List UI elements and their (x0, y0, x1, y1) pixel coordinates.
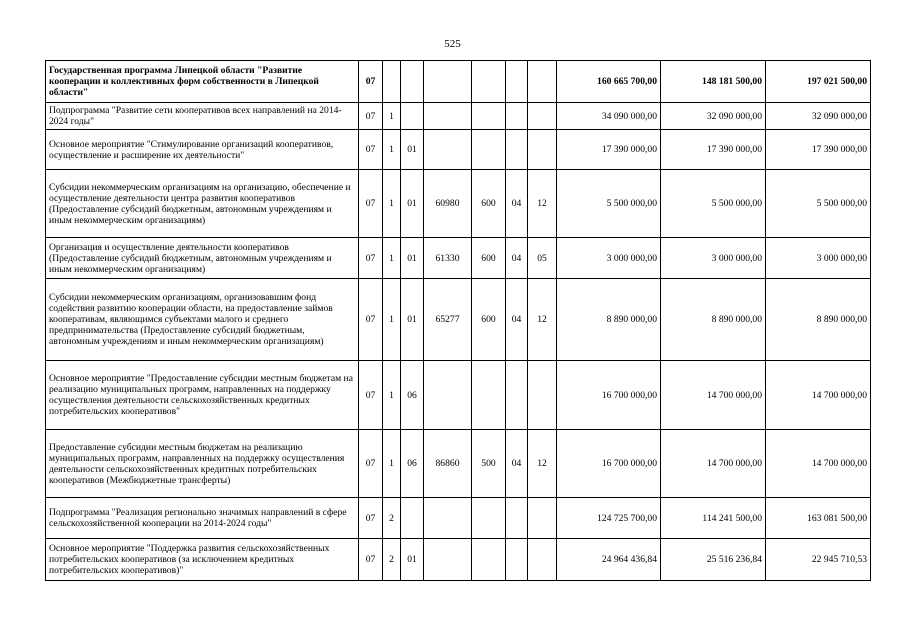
table-row (46, 170, 871, 238)
code-cell (506, 103, 528, 130)
amount-cell: 16 700 000,00 (557, 430, 661, 498)
amount-cell: 114 241 500,00 (661, 498, 766, 539)
code-cell: 07 (359, 238, 383, 279)
code-cell (472, 361, 506, 430)
code-cell: 600 (472, 238, 506, 279)
code-cell (528, 361, 557, 430)
amount-cell: 5 500 000,00 (661, 170, 766, 238)
amount-cell: 3 000 000,00 (766, 238, 871, 279)
amount-cell: 14 700 000,00 (766, 361, 871, 430)
item-name: Субсидии некоммерческим организациям, организовавшим фонд содействия развитию кооперации области, на предоставление займов кооперативам, являющимся субъектами малого и среднего предпринимательства (Предоставление субсидий бюджетным, автономным учреждениям и иным некоммерческим организациям) (46, 279, 359, 361)
code-cell: 06 (401, 361, 424, 430)
amount-cell: 14 700 000,00 (661, 361, 766, 430)
table-row (46, 498, 871, 539)
item-name: Предоставление субсидии местным бюджетам на реализацию муниципальных программ, направленных на поддержку осуществления деятельности сельскохозяйственных кредитных потребительских кооперативов (Межбюджетные трансферты) (46, 430, 359, 498)
amount-cell: 34 090 000,00 (557, 103, 661, 130)
code-cell (472, 103, 506, 130)
code-cell: 65277 (424, 279, 472, 361)
code-cell (401, 61, 424, 103)
table-row (46, 361, 871, 430)
code-cell: 07 (359, 498, 383, 539)
code-cell: 600 (472, 279, 506, 361)
code-cell: 01 (401, 238, 424, 279)
table-row (46, 238, 871, 279)
code-cell: 05 (528, 238, 557, 279)
amount-cell: 148 181 500,00 (661, 61, 766, 103)
code-cell: 04 (506, 279, 528, 361)
code-cell (528, 539, 557, 581)
table-row (46, 130, 871, 170)
budget-table (45, 60, 871, 581)
code-cell: 07 (359, 130, 383, 170)
amount-cell: 160 665 700,00 (557, 61, 661, 103)
code-cell: 12 (528, 170, 557, 238)
amount-cell: 17 390 000,00 (661, 130, 766, 170)
code-cell: 86860 (424, 430, 472, 498)
item-name: Государственная программа Липецкой области "Развитие кооперации и коллективных форм собственности в Липецкой области" (46, 61, 359, 103)
amount-cell: 24 964 436,84 (557, 539, 661, 581)
code-cell: 07 (359, 430, 383, 498)
table-row (46, 279, 871, 361)
code-cell: 1 (383, 103, 401, 130)
item-name: Субсидии некоммерческим организациям на организацию, обеспечение и осуществление деятельности центра развития кооперативов (Предоставление субсидий бюджетным, автономным учреждениям и иным некоммерческим организациям) (46, 170, 359, 238)
code-cell (506, 61, 528, 103)
item-name: Подпрограмма "Реализация регионально значимых направлений в сфере сельскохозяйственной кооперации на 2014-2024 годы" (46, 498, 359, 539)
code-cell (506, 361, 528, 430)
code-cell (401, 103, 424, 130)
amount-cell: 14 700 000,00 (766, 430, 871, 498)
amount-cell: 124 725 700,00 (557, 498, 661, 539)
code-cell: 2 (383, 498, 401, 539)
code-cell (472, 539, 506, 581)
code-cell (528, 498, 557, 539)
code-cell: 07 (359, 61, 383, 103)
code-cell: 07 (359, 170, 383, 238)
code-cell: 01 (401, 130, 424, 170)
code-cell: 01 (401, 170, 424, 238)
code-cell: 600 (472, 170, 506, 238)
code-cell (424, 61, 472, 103)
code-cell: 07 (359, 361, 383, 430)
code-cell: 01 (401, 279, 424, 361)
amount-cell: 32 090 000,00 (661, 103, 766, 130)
item-name: Организация и осуществление деятельности кооперативов (Предоставление субсидий бюджетным, автономным учреждениям и иным некоммерческим организациям) (46, 238, 359, 279)
code-cell (528, 61, 557, 103)
table-row (46, 61, 871, 103)
code-cell: 01 (401, 539, 424, 581)
code-cell (506, 498, 528, 539)
code-cell (424, 539, 472, 581)
code-cell (528, 103, 557, 130)
table-row (46, 539, 871, 581)
code-cell: 04 (506, 430, 528, 498)
code-cell (528, 130, 557, 170)
amount-cell: 16 700 000,00 (557, 361, 661, 430)
code-cell: 1 (383, 170, 401, 238)
code-cell: 500 (472, 430, 506, 498)
code-cell: 06 (401, 430, 424, 498)
amount-cell: 8 890 000,00 (661, 279, 766, 361)
code-cell: 04 (506, 238, 528, 279)
amount-cell: 5 500 000,00 (766, 170, 871, 238)
code-cell (472, 61, 506, 103)
item-name: Подпрограмма "Развитие сети кооперативов всех направлений на 2014-2024 годы" (46, 103, 359, 130)
code-cell: 1 (383, 130, 401, 170)
code-cell: 07 (359, 279, 383, 361)
amount-cell: 8 890 000,00 (557, 279, 661, 361)
code-cell (401, 498, 424, 539)
amount-cell: 22 945 710,53 (766, 539, 871, 581)
code-cell (506, 539, 528, 581)
code-cell (472, 130, 506, 170)
code-cell: 1 (383, 238, 401, 279)
amount-cell: 163 081 500,00 (766, 498, 871, 539)
page-number: 525 (444, 38, 461, 50)
code-cell (424, 130, 472, 170)
code-cell: 07 (359, 103, 383, 130)
code-cell: 12 (528, 279, 557, 361)
code-cell: 07 (359, 539, 383, 581)
code-cell (506, 130, 528, 170)
code-cell: 61330 (424, 238, 472, 279)
amount-cell: 17 390 000,00 (766, 130, 871, 170)
code-cell (424, 103, 472, 130)
code-cell (472, 498, 506, 539)
amount-cell: 14 700 000,00 (661, 430, 766, 498)
code-cell: 1 (383, 279, 401, 361)
code-cell: 04 (506, 170, 528, 238)
amount-cell: 8 890 000,00 (766, 279, 871, 361)
code-cell: 1 (383, 361, 401, 430)
table-row (46, 103, 871, 130)
amount-cell: 17 390 000,00 (557, 130, 661, 170)
amount-cell: 25 516 236,84 (661, 539, 766, 581)
item-name: Основное мероприятие "Поддержка развития сельскохозяйственных потребительских кооперативов (за исключением кредитных потребительских кооперативов)" (46, 539, 359, 581)
code-cell (424, 361, 472, 430)
amount-cell: 3 000 000,00 (557, 238, 661, 279)
table-row (46, 430, 871, 498)
code-cell: 2 (383, 539, 401, 581)
item-name: Основное мероприятие "Предоставление субсидии местным бюджетам на реализацию муниципальных программ, направленных на поддержку осуществления деятельности сельскохозяйственных кредитных потребительских кооперативов" (46, 361, 359, 430)
amount-cell: 5 500 000,00 (557, 170, 661, 238)
code-cell (424, 498, 472, 539)
amount-cell: 3 000 000,00 (661, 238, 766, 279)
item-name: Основное мероприятие "Стимулирование организаций кооперативов, осуществление и расширение их деятельности" (46, 130, 359, 170)
code-cell: 1 (383, 430, 401, 498)
code-cell (383, 61, 401, 103)
code-cell: 60980 (424, 170, 472, 238)
amount-cell: 197 021 500,00 (766, 61, 871, 103)
amount-cell: 32 090 000,00 (766, 103, 871, 130)
code-cell: 12 (528, 430, 557, 498)
